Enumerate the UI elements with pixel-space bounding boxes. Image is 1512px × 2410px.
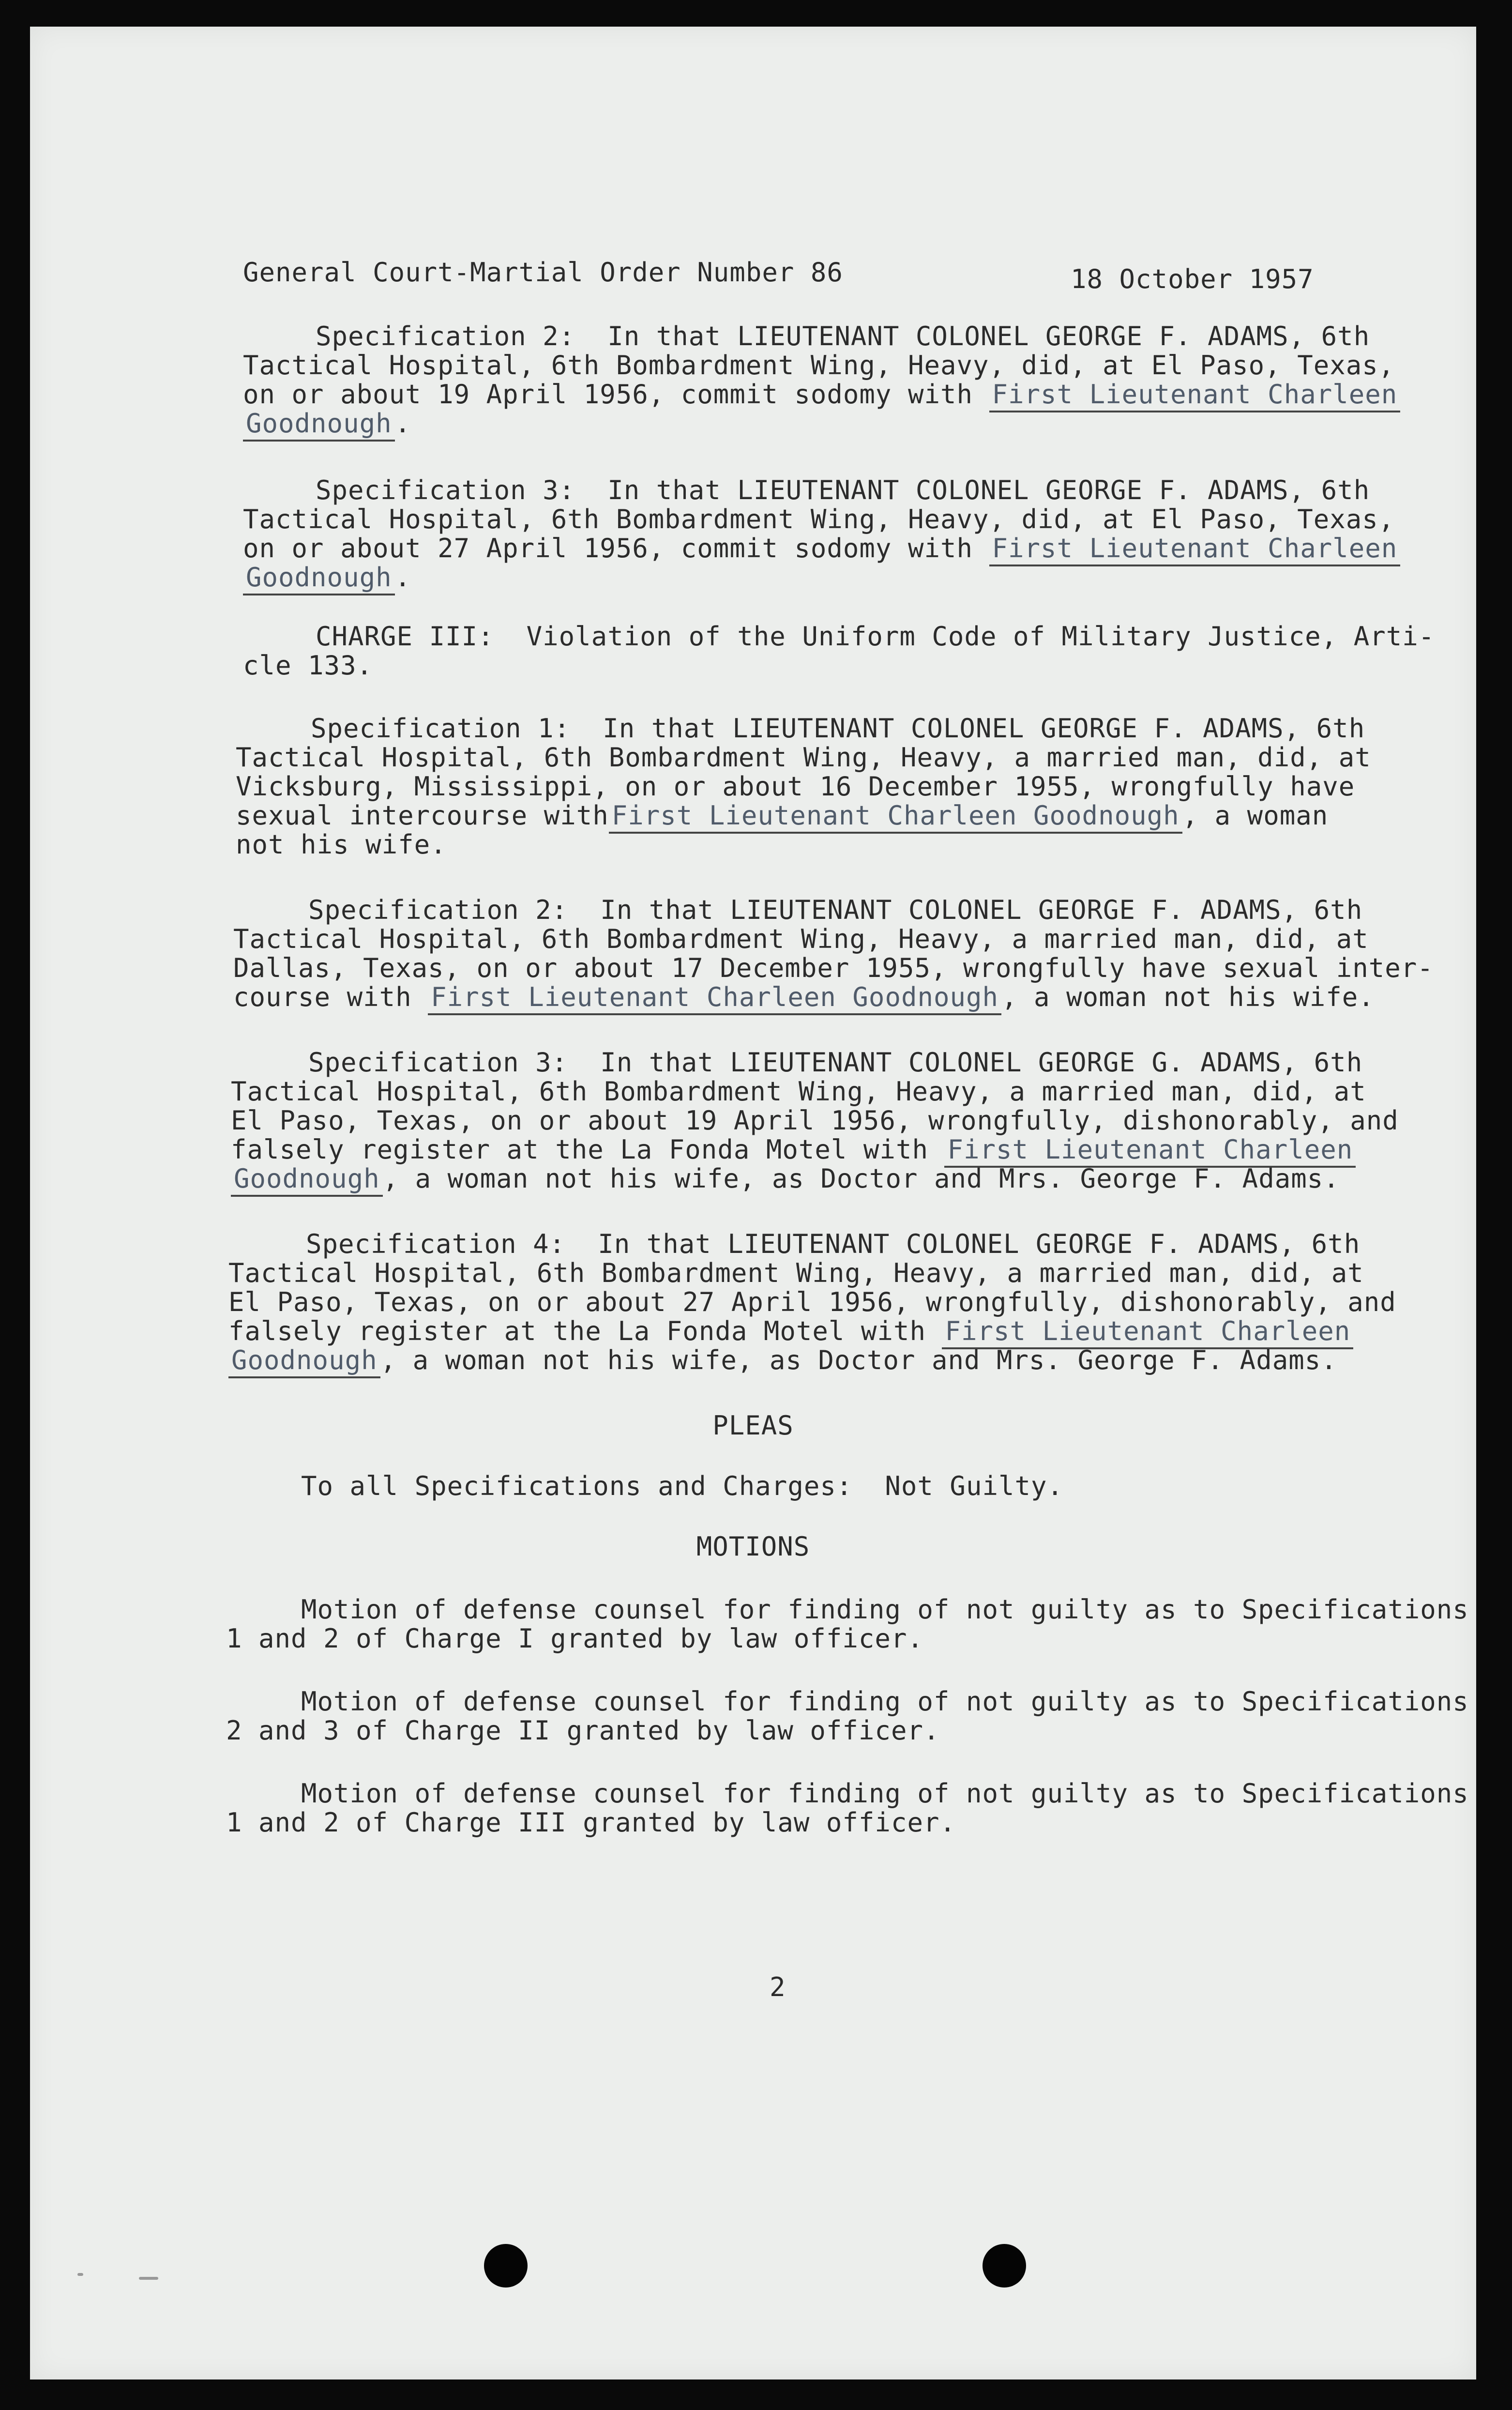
victim-name-fill: First Lieutenant Charleen [989,533,1401,566]
pleas-text: To all Specifications and Charges: Not Guilty. [301,1471,1064,1501]
document-page: General Court-Martial Order Number 86 18 October 1957 Specification 2: In that LIEUTENANT COLONEL GEORGE F. ADAMS, 6th Tactical Hospital, 6th Bombardment Wing, Heavy, did, at El Paso, Texas, on or about 19 April 1956, commit sodomy with First Lieutenant Charleen Goodnough . Specification 3: In that LIEUTENANT COLONEL GEORGE F. ADAMS, 6th Tactical Hospital, 6th Bombardment Wing, Heavy, did, at El Paso, Texas, on or about 27 April 1956, commit sodomy with First Lieutenant Charleen Goodnough . CHARGE III: Violation of the Uniform Code of Military Justice, Arti- cle 133. Specification 1: In that LIEUTENANT COLONEL GEORGE F. ADAMS, 6th Tactical Hospital, 6th Bombardment Wing, Heavy, a married man, did, at Vicksburg, Mississippi, on or about 16 December 1955, wrongfully have sexual intercourse with First Lieutenant Charleen Goodnough , a woman not his wife. Specification 2: In that LIEUTENANT COLONEL GEORGE F. ADAMS, 6th Tactical Hospital, 6th Bombardment Wing, Heavy, a married man, did, at Dallas, Texas, on or about 17 December 1955, wrongfully have sexual inter- course with First Lieutenant Charleen Goodnough , a woman not his wife. Specification 3: In that LIEUTENANT COLONEL GEORGE G. ADAMS, 6th Tactical Hospital, 6th Bombardment Wing, Heavy, a married man, did, at El Paso, Texas, on or about 19 April 1956, wrongfully, dishonorably, and falsely register at the La Fonda Motel with First Lieutenant Charleen Goodnough , a woman not his wife, as Doctor and Mrs. George F. Adams. Specification 4: In that LIEUTENANT COLONEL GEORGE F. ADAMS, 6th Tactical Hospital, 6th Bombardment Wing, Heavy, a married man, did, at El Paso, Texas, on or about 27 April 1956, wrongfully, dishonorably, and falsely register at the La Fonda Motel with First Lieutenant Charleen Goodnough , a woman not his wife, as Doctor and Mrs. George F. Adams. PLEAS To all Specifications and Charges: Not Guilty. MOTIONS Motion of defense counsel for finding of not guilty as to Specifications 1 and 2 of Charge I granted by law officer. Motion of defense counsel for finding of not guilty as to Specifications 2 and 3 of Charge II granted by law officer. Motion of defense counsel for finding of not guilty as to Specifications 1 and 2 of Charge III granted by law officer. 2 [30,27,1476,2379]
motions-heading: MOTIONS [696,1531,810,1562]
victim-name-fill: Goodnough [243,408,395,442]
punch-hole-left [484,2244,528,2288]
victim-name-fill: Goodnough [231,1163,383,1197]
punch-hole-right [983,2244,1026,2288]
paper-speck [77,2273,83,2276]
victim-name-fill: First Lieutenant Charleen [944,1134,1356,1168]
pleas-heading: PLEAS [712,1410,794,1441]
page-number: 2 [770,1972,786,2002]
order-number: General Court-Martial Order Number 86 [243,257,843,288]
victim-name-fill: Goodnough [243,562,395,595]
victim-name-fill: First Lieutenant Charleen [942,1316,1353,1349]
order-date: 18 October 1957 [1071,264,1314,294]
victim-name-fill: First Lieutenant Charleen [989,379,1401,412]
paper-speck [139,2277,158,2280]
victim-name-fill: First Lieutenant Charleen Goodnough [609,800,1182,834]
victim-name-fill: First Lieutenant Charleen Goodnough [428,982,1001,1015]
victim-name-fill: Goodnough [228,1345,380,1378]
